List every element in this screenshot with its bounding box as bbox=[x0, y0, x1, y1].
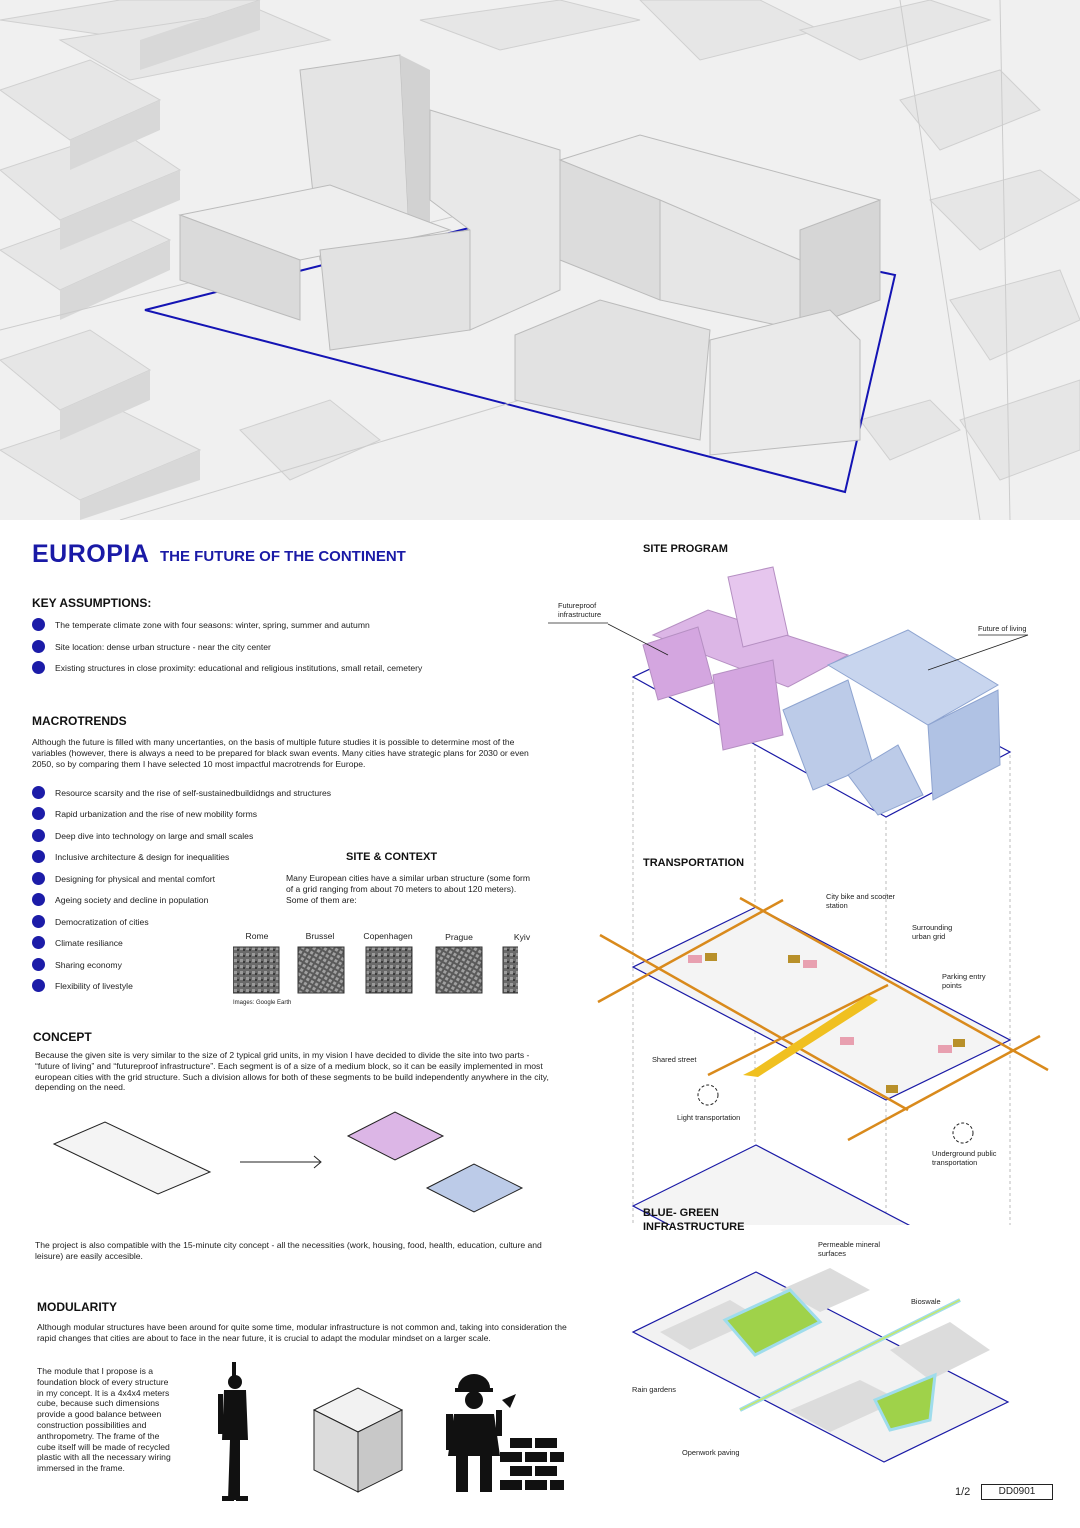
city-label-rome: Rome bbox=[245, 931, 269, 941]
living-rhombus bbox=[427, 1164, 522, 1212]
city-label-copenhagen: Copenhagen bbox=[363, 931, 413, 941]
city-label-brussel: Brussel bbox=[305, 931, 335, 941]
concept-heading: CONCEPT bbox=[33, 1030, 92, 1044]
macrotrend-item: Resource scarsity and the rise of self-sustainedbuildidngs and structures bbox=[32, 788, 331, 798]
macrotrend-item: Designing for physical and mental comfort bbox=[32, 874, 215, 884]
axonometric-diagrams bbox=[548, 565, 1080, 1225]
site-program-heading: SITE PROGRAM bbox=[643, 543, 728, 555]
project-code: DD0901 bbox=[981, 1484, 1053, 1500]
macrotrends-intro: Although the future is filled with many uncertanties, on the basis of multiple future studies it is possible to determine most of the variables (however, there is always a need to be prepared for black swan events. Many cities have strategic plans for 2030 or even 2050, so by comparing them I have selected 10 most impactful macrotrends for Europe. bbox=[32, 737, 529, 769]
concept-diagram bbox=[50, 1108, 530, 1218]
label-shared-street: Shared street bbox=[652, 1055, 697, 1064]
label-surrounding-urban-grid: Surrounding urban grid bbox=[912, 923, 953, 941]
macrotrend-item: Ageing society and decline in population bbox=[32, 895, 208, 905]
blue-green-heading-line2: INFRASTRUCTURE bbox=[643, 1221, 745, 1233]
hero-aerial-render bbox=[0, 0, 1080, 520]
macrotrend-item: Sharing economy bbox=[32, 960, 122, 970]
modularity-text: Although modular structures have been around for quite some time, modular infrastructure is not common and, taking into consideration the rapid changes that cities are about to face in the near future, it is crucial to adapt the modular mindset on a larger scale. bbox=[37, 1322, 567, 1343]
key-assumption-item: Existing structures in close proximity: educational and religious institutions, small retail, cemetery bbox=[32, 663, 422, 673]
city-thumb-kyiv bbox=[503, 947, 518, 993]
module-description: The module that I propose is a foundation block of every structure in my concept. It is a 4x4x4 meters cube, because such dimensions provide a good balance between construction possibilities and anthropometry. The frame of the cube itself will be made of recycled plastic with all the necessary wiring immersed in the frame. bbox=[37, 1366, 171, 1474]
concept-text: Because the given site is very similar to the size of 2 typical grid units, in my vision I have decided to divide the site into two parts - “future of living” and “futureproof infrastructure”. Each segment is of a size of a medium block, so it can be easily implemented in most european cities with the grid structure. Such a division allows for both of these segments to be build independently anywhere in the city, depending on the need. bbox=[35, 1050, 549, 1093]
page-title: EUROPIA bbox=[32, 540, 150, 568]
city-label-kyiv: Kyiv bbox=[513, 932, 531, 942]
infrastructure-rhombus bbox=[348, 1112, 443, 1160]
macrotrend-item: Deep dive into technology on large and small scales bbox=[32, 831, 253, 841]
concept-text-15min: The project is also compatible with the 15-minute city concept - all the necessities (work, housing, food, health, education, culture and leisure) are easily accesible. bbox=[35, 1240, 542, 1261]
brick-wall-icon bbox=[500, 1438, 564, 1490]
city-satellite-thumbnails bbox=[233, 946, 518, 996]
modularity-illustrations bbox=[210, 1360, 570, 1505]
key-assumption-item: Site location: dense urban structure - near the city center bbox=[32, 642, 271, 652]
macrotrend-item: Rapid urbanization and the rise of new mobility forms bbox=[32, 809, 257, 819]
macrotrends-heading: MACROTRENDS bbox=[32, 714, 127, 728]
label-parking-entry-points: Parking entry points bbox=[942, 972, 986, 990]
macrotrend-item: Climate resiliance bbox=[32, 938, 123, 948]
key-assumptions-heading: KEY ASSUMPTIONS: bbox=[32, 596, 152, 610]
blue-green-diagram bbox=[630, 1260, 1010, 1500]
site-parallelogram bbox=[54, 1122, 210, 1194]
label-future-of-living: Future of living bbox=[978, 624, 1027, 633]
label-openwork-paving: Openwork paving bbox=[682, 1448, 740, 1457]
macrotrend-item: Democratization of cities bbox=[32, 917, 149, 927]
label-permeable-mineral-surfaces: Permeable mineral surfaces bbox=[818, 1240, 881, 1258]
site-context-text: Many European cities have a similar urban structure (some form of a grid ranging from about 70 meters to about 120 meters). Some of them are: bbox=[286, 873, 531, 905]
construction-worker-icon bbox=[446, 1374, 516, 1492]
city-thumb-copenhagen bbox=[366, 947, 412, 993]
transportation-heading: TRANSPORTATION bbox=[643, 857, 745, 869]
module-cube-icon bbox=[314, 1388, 402, 1492]
page-number: 1/2 bbox=[955, 1486, 971, 1498]
label-underground-public-transportation: Underground public transportation bbox=[932, 1149, 997, 1167]
city-thumb-prague bbox=[436, 947, 482, 993]
blue-green-heading-line1: BLUE- GREEN bbox=[643, 1207, 719, 1219]
city-thumb-rome bbox=[233, 947, 279, 993]
macrotrend-item: Inclusive architecture & design for inequalities bbox=[32, 852, 229, 862]
label-rain-gardens: Rain gardens bbox=[632, 1385, 676, 1394]
city-thumb-brussel bbox=[298, 947, 344, 993]
label-bioswale: Bioswale bbox=[911, 1297, 941, 1306]
modularity-heading: MODULARITY bbox=[37, 1300, 117, 1314]
city-label-prague: Prague bbox=[445, 932, 473, 942]
site-context-heading: SITE & CONTEXT bbox=[346, 851, 438, 863]
page-subtitle: THE FUTURE OF THE CONTINENT bbox=[160, 548, 406, 565]
macrotrend-item: Flexibility of livestyle bbox=[32, 981, 133, 991]
label-light-transportation: Light transportation bbox=[677, 1113, 741, 1122]
key-assumption-item: The temperate climate zone with four seasons: winter, spring, summer and autumn bbox=[32, 620, 370, 630]
image-credit: Images: Google Earth bbox=[233, 1000, 292, 1006]
label-futureproof-infrastructure: Futureproof infrastructure bbox=[558, 601, 602, 619]
label-city-bike-station: City bike and scooter station bbox=[826, 892, 896, 910]
modulor-figure-icon bbox=[218, 1362, 248, 1501]
